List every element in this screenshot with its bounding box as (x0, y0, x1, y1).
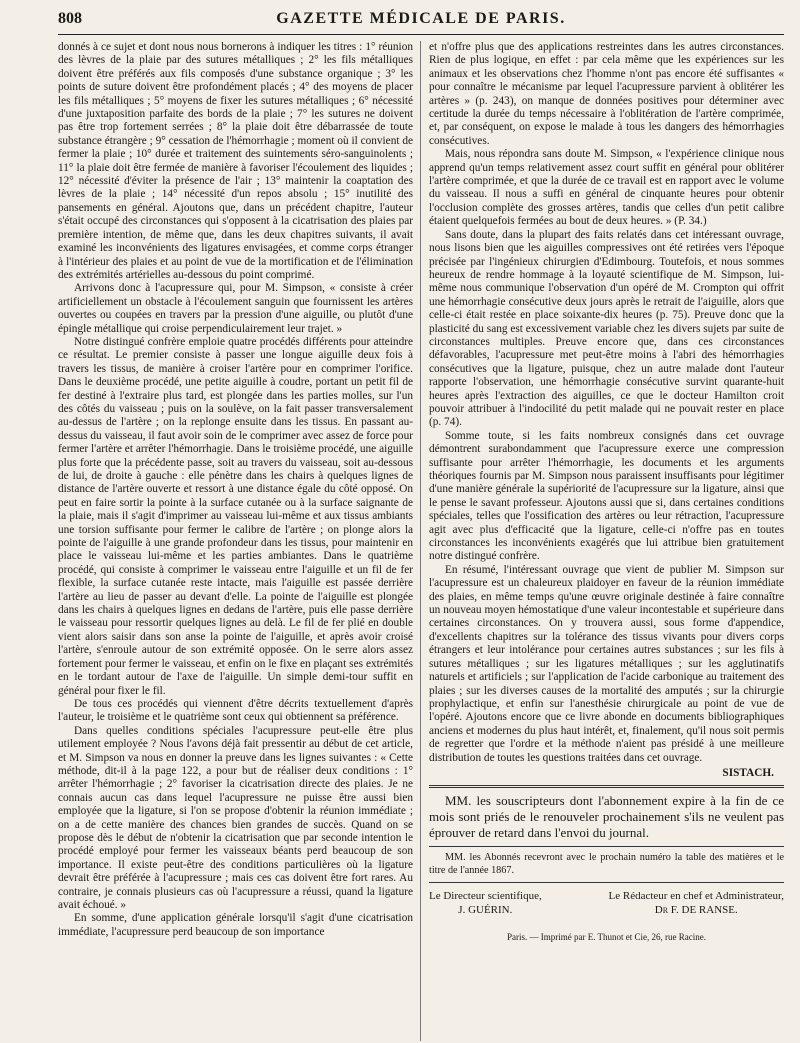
subscription-notice: MM. les souscripteurs dont l'abonnement expire à la fin de ce mois sont priés de le renouveler prochainement s'ils ne veulent pas éprouver de retard dans l'envoi du journal. (429, 793, 784, 841)
editor-name: Dr F. DE RANSE. (654, 904, 738, 917)
paragraph: Notre distingué confrère emploie quatre procédés différents pour atteindre ce résultat. Le premier consiste à passer une longue aiguille deux fois à travers les tissus, de manière à croiser l'artère pour en comprimer l'orifice. Dans le deuxième procédé, une petite aiguille à coudre, portant un petit fil de fer destiné à l'extraire plus tard, est plongée dans les parties molles, sur l'un des côtés du vaisseau ; puis on la soulève, on la fait passer transversalement au-dessus de l'artère ; on la replonge ensuite dans les tissus. En passant au-dessus du vaisseau, il faut avoir soin de le comprimer avec assez de force pour fermer l'artère et arrêter l'hémorrhagie. Dans le troisième procédé, une aiguille plus forte que la précédente passe, soit au travers du vaisseau, soit au-dessous de lui, de droite à gauche : elle pénètre dans les chairs à quelques lignes de distance de l'artère ouverte et ressort à une distance égale du côté opposé. On peut en faire sortir la pointe à la surface cutanée ou à la surface saignante de la plaie, mais il s'agit d'imprimer au vaisseau lui-même et aux tissus ambiants une torsion suffisante pour fermer le calibre de l'artère ; on plonge alors la pointe de l'aiguille à une grande profondeur dans les tissus, pour maintenir en place le vaisseau lui-même et les parties ambiantes. Dans le quatrième procédé, qui consiste à comprimer le vaisseau entre l'aiguille et un fil de fer flexible, la surface cutanée reste intacte, mais l'aiguille est passée derrière l'artère au lieu de passer au devant d'elle. La pointe de l'aiguille est plongée dans les chairs à quelques lignes en dedans de l'artère, puis elle passe derrière le vaisseau pour ressortir quelques lignes au delà. Le fil de fer plié en double vient alors saisir dans son anse la pointe de l'aiguille, et après avoir croisé l'artère, s'enroule autour de son extrémité opposée. On le serre alors assez fortement pour fermer le vaisseau, et enfin on le fixe en plaçant ses extrémités en le tordant autour de l'axe de l'aiguille. Un simple demi-tour suffit en général pour fixer le fil. (58, 335, 413, 697)
director-name: J. GUÉRIN. (458, 904, 513, 917)
paragraph: En somme, d'une application générale lorsqu'il s'agit d'une cicatrisation immédiate, l'acupressure perd beaucoup de son importance (58, 912, 413, 938)
divider (429, 882, 784, 883)
divider (429, 785, 784, 788)
divider (429, 846, 784, 847)
paragraph: et n'offre plus que des applications restreintes dans les autres circonstances. Rien de plus logique, en effet : par cela même que les expériences sur les animaux et les observations chez l'homme n'ont pas encore été suffisantes « pour connaître le mécanisme par lequel l'acupressure parvient à oblitérer les artères » (p. 243), on manque de données positives pour déterminer avec certitude la durée du temps nécessaire à l'oblitération de l'artère comprimée, et, par conséquent, on expose le malade à tous les dangers des hémorrhagies consécutives. (429, 41, 784, 147)
right-column (421, 41, 784, 1041)
staff-credits (429, 889, 784, 917)
director-credit (429, 889, 542, 917)
left-column (58, 41, 421, 1041)
author-signature: SISTACH. (722, 766, 774, 779)
director-label: Le Directeur scientifique, (429, 890, 542, 903)
page-header (58, 10, 784, 35)
printer-imprint: Paris. — Imprimé par E. Thunot et Cie, 26, rue Racine. (506, 932, 707, 943)
editor-label: Le Rédacteur en chef et Administrateur, (608, 890, 784, 903)
paragraph: Arrivons donc à l'acupressure qui, pour M. Simpson, « consiste à créer artificiellement un obstacle à l'écoulement sanguin que fournissent les artères ouvertes ou coupées en travers par la pression d'une aiguille, ou plutôt d'une épingle métallique qui croise perpendiculairement leur trajet. » (58, 282, 413, 335)
tables-notice: MM. les Abonnés recevront avec le prochain numéro la table des matières et le titre de l'année 1867. (429, 852, 784, 876)
paragraph: De tous ces procédés qui viennent d'être décrits textuellement d'après l'auteur, le troisième et le quatrième sont ceux qui obtiennent sa préférence. (58, 697, 413, 724)
paragraph: donnés à ce sujet et dont nous nous bornerons à indiquer les titres : 1° réunion des lèvres de la plaie par des sutures métalliques ; 2° les fils métalliques doivent être préférés aux fils composés d'une substance organique ; 3° les points de suture doivent être profondément placés ; 4° des moyens de placer les fils métalliques ; 5° moyens de fixer les sutures métalliques ; 6° nécessité d'une juxtaposition parfaite des bords de la plaie ; 7° les sutures ne doivent pas être trop fortement serrées ; 8° la plaie doit être débarrassée de toute substance étrangère ; 9° cessation de l'hémorrhagie ; moment où il convient de fermer la plaie ; 10° durée et traitement des suintements séro-sanguinolents ; 11° la plaie doit être fermée de manière à favoriser l'écoulement des liquides ; 12° nécessité d'éviter la présence de l'air ; 13° maintenir la coaptation des lèvres de la plaie ; 14° nécessité d'un repos absolu ; 15° inutilité des pansements en général. Ajoutons que, dans un précédent chapitre, l'auteur s'était occupé des circonstances qui s'opposent à la cicatrisation des plaies par première intention, de même que, dans les deux chapitres suivants, il avait examiné les inconvénients des ligatures envisagées, et comme corps étranger à l'intérieur des plaies et au point de vue de la mortification et de l'élimination des extrémités artérielles au-dessous du point comprimé. (58, 41, 413, 281)
paragraph: En résumé, l'intéressant ouvrage que vient de publier M. Simpson sur l'acupressure est un chaleureux plaidoyer en faveur de la réunion immédiate des plaies, en même temps qu'une œuvre originale destinée à faire connaître un nouveau moyen hémostatique d'une valeur incontestable et supérieure dans certaines circonstances. On y trouvera aussi, sous forme d'appendice, d'excellents chapitres sur la tolérance des tissus vivants pour divers corps étrangers et leur intolérance pour certaines autres substances ; sur les fils à sutures métalliques ; sur les ligatures métalliques ; sur les agglutinatifs naturels et artificiels ; sur l'application de l'acide carbonique au traitement des plaies ; sur les diverses causes de la mortalité des amputés ; sur la chirurgie prophylactique, et enfin sur l'anesthésie chirurgicale au point de vue de l'opéré. Ajoutons encore que ce livre abonde en documents bibliographiques anciens et modernes du plus haut intérêt, et, finalement, qu'il nous soit permis de regretter que l'ordre et la méthode n'aient pas présidé à une meilleure distribution de toutes les questions traitées dans cet ouvrage. (429, 563, 784, 764)
paragraph: Sans doute, dans la plupart des faits relatés dans cet intéressant ouvrage, nous lisons bien que les aiguilles compressives ont été retirées vers l'époque précisée par l'ingénieux chirurgien d'Edimbourg. Toutefois, et nous sommes heureux de rendre hommage à la loyauté scientifique de M. Simpson, lui-même nous communique l'observation d'un opéré de M. Crompton qui offrit une hémorrhagie consécutive deux jours après le retrait de l'aiguille, alors que celle-ci était restée en place soixante-dix heures (p. 75). Preuve donc que la plasticité du sang est excessivement variable chez les divers sujets par suite de circonstances multiples. Preuve encore que, dans ces circonstances défavorables, l'acupressure met peut-être moins à l'abri des hémorrhagies consécutives que la ligature, puisque, chez un autre malade dont l'auteur rapporte l'observation, une hémorrhagie consécutive survint quarante-huit heures après l'extraction des aiguilles, ce que le docteur Hamilton croit pouvoir attribuer à l'indocilité du petit malade qui ne pouvait rester en place (p. 74). (429, 228, 784, 429)
page-number: 808 (58, 10, 82, 27)
paragraph: Somme toute, si les faits nombreux consignés dans cet ouvrage démontrent surabondamment que l'acupressure exerce une compression suffisante pour arrêter l'hémorrhagie, les documents et les arguments théoriques fournis par M. Simpson nous paraissent insuffisants pour légitimer d'une manière générale la supériorité de l'acupressure sur la ligature, ainsi que le pense le savant professeur. Ajoutons aussi que si, dans certaines conditions spéciales, telles que l'ossification des artères ou leur rétraction, l'acupressure agit avec plus d'efficacité que la ligature, celle-ci n'offre pas en toutes circonstances les inconvénients exagérés que lui attribue bien gratuitement notre distingué confrère. (429, 429, 784, 563)
paragraph: Dans quelles conditions spéciales l'acupressure peut-elle être plus utilement employée ? Nous l'avons déjà fait pressentir au début de cet article, et M. Simpson va nous en donner la preuve dans les lignes suivantes : « Cette méthode, dit-il à la page 122, a pour but de réaliser deux conditions : 1° arrêter l'hémorrhagie ; 2° favoriser la cicatrisation directe des plaies. Je ne connais aucun cas dans lequel l'acupressure ne puisse être aussi bien employée que la ligature, si l'on se propose d'obtenir la réunion immédiate ; on a de cette manière des chances bien grandes de succès. Quand on se propose dès le début de n'obtenir la cicatrisation que par seconde intention le procédé employé pour fermer les vaisseaux béants perd beaucoup de son importance. Il existe peut-être des conditions particulières où la ligature devrait être préférée à l'acupressure ; mais ces cas doivent être fort rares. Au contraire, je connais plusieurs cas où l'acupressure a réussi, quand la ligature avait échoué. » (58, 724, 413, 911)
paragraph: Mais, nous répondra sans doute M. Simpson, « l'expérience clinique nous apprend qu'un temps relativement assez court suffit en général pour oblitérer l'artère comprimée, et que la durée de ce travail est en rapport avec le volume du vaisseau. Il nous a suffi en général de cinquante heures pour obtenir l'occlusion complète des grosses artères, tandis que celles d'un petit calibre étaient quelquefois fermées au bout de deux heures. » (P. 34.) (429, 148, 784, 228)
editor-credit (609, 889, 784, 917)
journal-title: GAZETTE MÉDICALE DE PARIS. (276, 10, 566, 27)
article-columns (58, 41, 784, 1041)
